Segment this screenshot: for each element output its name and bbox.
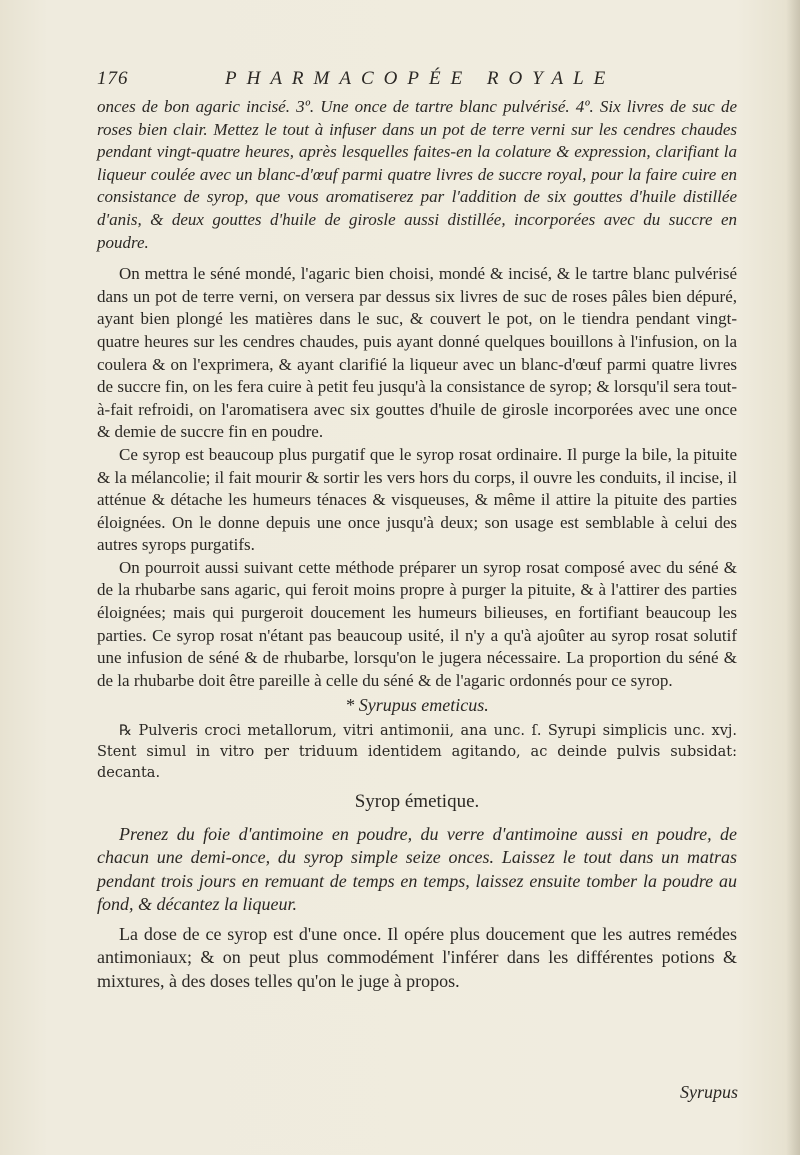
- emetic-recipe: Prenez du foie d'antimoine en poudre, du verre d'antimoine aussi en poudre, de chacun une demi-once, du syrop simple seize onces. Laissez le tout dans un matras pendant trois jours en remuant de temps en temps, laissez ensuite tomber la poudre au fond, & décantez la liqueur.: [97, 823, 737, 915]
- page-edge-shadow: [786, 0, 800, 1155]
- variant-paragraph: On pourroit aussi suivant cette méthode préparer un syrop rosat composé avec du séné & de la rhubarbe sans agaric, qui feroit moins propre à purger la pituite, & à l'attirer des parties éloignées; mais qui purgeroit doucement les humeurs bilieuses, en fortifiant beaucoup les parties. Ce syrop rosat n'étant pas beaucoup usité, il n'y a qu'à ajoûter au syrop rosat solutif une infusion de séné & de rhubarbe, lorsqu'on le jugera nécessaire. La proportion du séné & de la rhubarbe doit être pareille à celle du séné & de l'agaric ordonnés pour ce syrop.: [97, 557, 737, 690]
- page-body: [97, 96, 737, 993]
- running-title: PHARMACOPÉE ROYALE: [225, 68, 616, 89]
- page-header: [97, 68, 737, 94]
- french-heading: Syrop émetique.: [354, 791, 480, 813]
- page-number: 176: [97, 68, 129, 89]
- latin-heading: * Syrupus emeticus.: [345, 695, 489, 716]
- catchword: Syrupus: [680, 1082, 738, 1102]
- recipe-continuation: onces de bon agaric incisé. 3º. Une once de tartre blanc pulvérisé. 4º. Six livres de suc de roses bien clair. Mettez le tout à infuser dans un pot de terre verni sur les cendres chaudes pendant vingt-quatre heures, après lesquelles faites-en la colature & expression, clarifiant la liqueur coulée avec un blanc-d'œuf parmi quatre livres de succre royal, pour la faire cuire en consistance de syrop, que vous aromatiserez par l'addition de six gouttes d'huile distillée d'anis, & deux gouttes d'huile de girosle aussi distillée, incorporées avec du succre en poudre.: [97, 97, 737, 252]
- dose-paragraph: La dose de ce syrop est d'une once. Il opére plus doucement que les autres remédes antimoniaux; & on peut plus commodément l'inférer dans les différentes potions & mixtures, à des doses telles qu'on le juge à propos.: [97, 923, 737, 991]
- latin-recipe: ℞ Pulveris croci metallorum, vitri antimonii, ana unc. ſ. Syrupi simplicis unc. xvj. Stent simul in vitro per triduum identidem agitando, ac deinde pulvis subsidat: decanta.: [97, 723, 737, 782]
- virtues-paragraph: Ce syrop est beaucoup plus purgatif que le syrop rosat ordinaire. Il purge la bile, la pituite & la mélancolie; il fait mourir & sortir les vers hors du corps, il ouvre les conduits, il incise, il atténue & détache les humeurs ténaces & visqueuses, & même il attire la pituite des parties éloignées. On le donne depuis une once jusqu'à deux; son usage est semblable à celui des autres syrops purgatifs.: [97, 444, 737, 555]
- preparation-paragraph: On mettra le séné mondé, l'agaric bien choisi, mondé & incisé, & le tartre blanc pulvérisé dans un pot de terre verni, on versera par dessus six livres de suc de roses pâles bien dépuré, ayant bien plongé les matières dans le suc, & couvert le pot, on le tiendra pendant vingt-quatre heures sur les cendres chaudes, puis ayant donné quelques bouillons à l'infusion, on la coulera & on l'exprimera, & ayant clarifié la liqueur avec un blanc-d'œuf parmi quatre livres de succre fin, on les fera cuire à petit feu jusqu'à la consistance de syrop; & lorsqu'il sera tout-à-fait refroidi, on l'aromatisera avec six gouttes d'huile de girosle incorporées avec une once & demie de succre fin en poudre.: [97, 264, 737, 442]
